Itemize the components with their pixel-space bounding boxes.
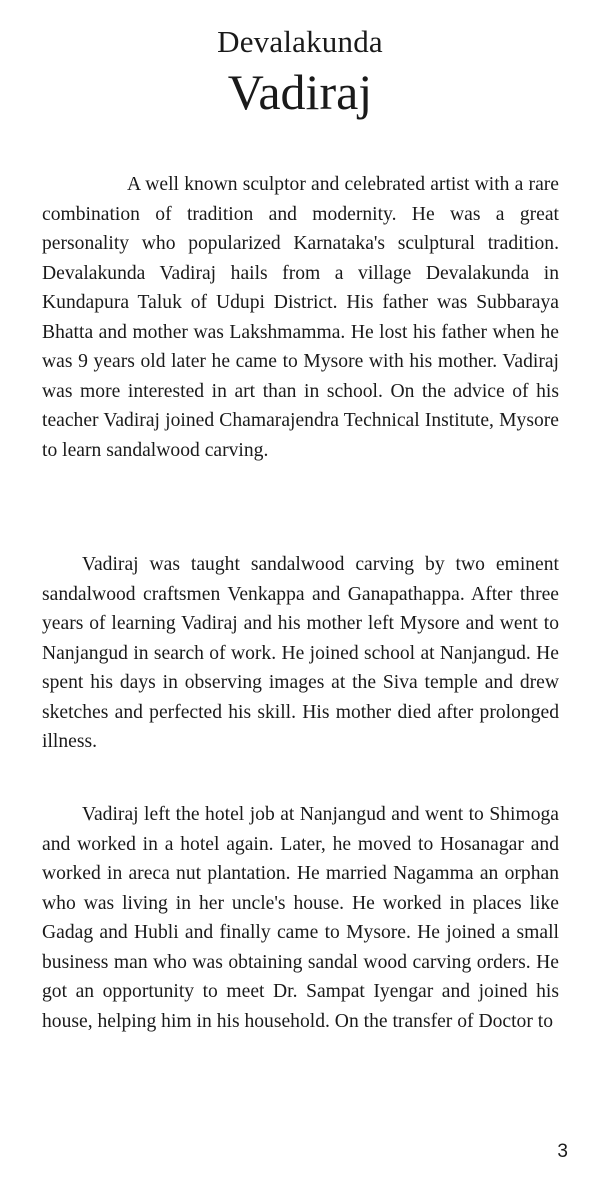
paragraph-2-text: Vadiraj was taught sandalwood carving by two eminent sandalwood craftsmen Venkappa and Ganapathappa. After three years of learning Vadiraj and his mother left Mysore and went to Nanjangud in search of work. He joined school at Nanjangud. He spent his days in observing images at the Siva temple and drew sketches and perfected his skill. His mother died after prolonged illness. — [42, 554, 559, 752]
page-number: 3 — [557, 1141, 568, 1162]
page-subtitle: Devalakunda — [217, 24, 383, 59]
paragraph-1-text: A well known sculptor and celebrated artist with a rare combination of tradition and modernity. He was a great personality who popularized Karnataka's sculptural tradition. Devalakunda Vadiraj hails from a village Devalakunda in Kundapura Taluk of Udupi District. His father was Subbaraya Bhatta and mother was Lakshmamma. He lost his father when he was 9 years old later he came to Mysore with his mother. Vadiraj was more interested in art than in school. On the advice of his teacher Vadiraj joined Chamarajendra Technical Institute, Mysore to learn sandalwood carving. — [42, 174, 559, 461]
paragraph-3-text: Vadiraj left the hotel job at Nanjangud and went to Shimoga and worked in a hotel again. Later, he moved to Hosanagar and worked in areca nut plantation. He married Nagamma an orphan who was living in her uncle's house. He worked in places like Gadag and Hubli and finally came to Mysore. He joined a small business man who was obtaining sandal wood carving orders. He got an opportunity to meet Dr. Sampat Iyengar and joined his house, helping him in his household. On the transfer of Doctor to — [42, 804, 559, 1032]
paragraph-1 — [42, 170, 559, 465]
paragraph-3 — [42, 800, 559, 1036]
page-title: Vadiraj — [227, 64, 373, 120]
paragraph-2 — [42, 550, 559, 757]
